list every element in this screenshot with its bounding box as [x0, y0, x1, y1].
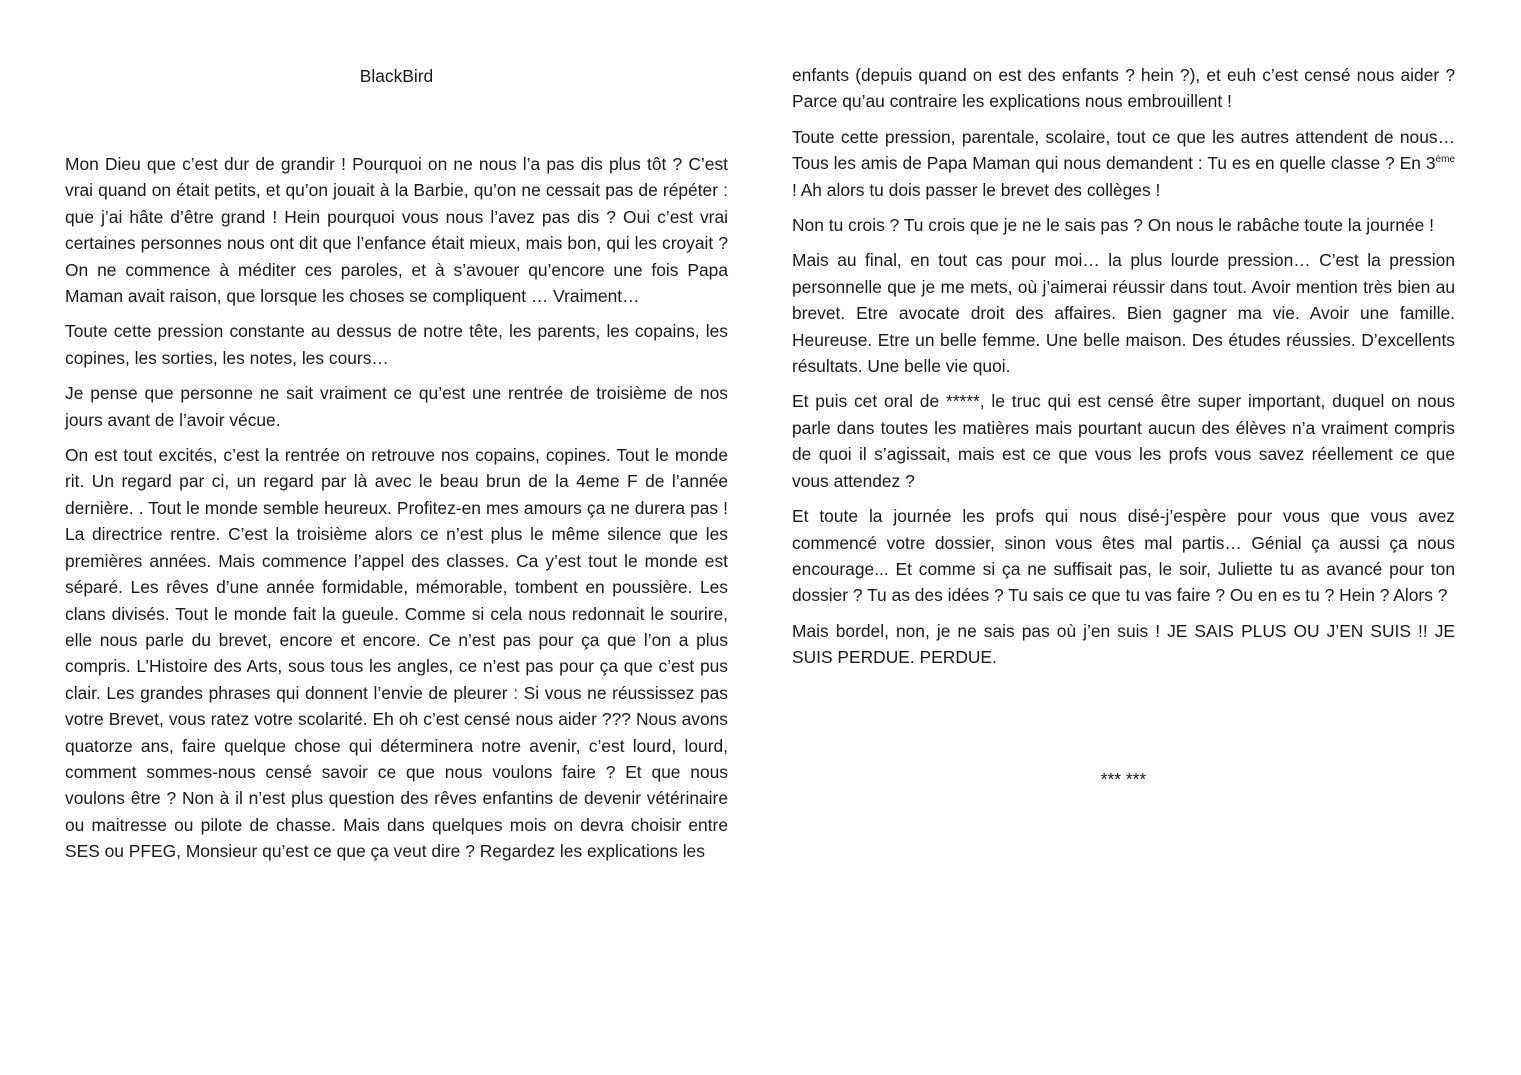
paragraph: Je pense que personne ne sait vraiment ce qu’est une rentrée de troisième de nos jours avant de l’avoir vécue. [65, 383, 728, 430]
paragraph: Toute cette pression constante au dessus de notre tête, les parents, les copains, les copines, les sorties, les notes, les cours… [65, 321, 728, 368]
paragraph: Et puis cet oral de *****, le truc qui est censé être super important, duquel on nous parle dans toutes les matières mais pourtant aucun des élèves n’a vraiment compris de quoi il s’agissait, mais est ce que vous les profs vous savez réellement ce que vous attendez ? [792, 391, 1455, 491]
paragraph: Mais au final, en tout cas pour moi… la plus lourde pression… C’est la pression personnelle que je me mets, où j’aimerai réussir dans tout. Avoir mention très bien au brevet. Etre avocate droit des affaires. Bien gagner ma vie. Avoir une famille. Heureuse. Etre un belle femme. Une belle maison. Des études réussies. D’excellents résultats. Une belle vie quoi. [792, 250, 1455, 377]
section-separator: *** *** [1100, 768, 1147, 789]
paragraph [792, 124, 1455, 203]
paragraph-text: Toute cette pression, parentale, scolaire, tout ce que les autres attendent de nous… Tous les amis de Papa Maman qui nous demandent : Tu es en quelle classe ? En 3 [792, 126, 1455, 174]
superscript: ème [1435, 154, 1455, 166]
paragraph: Mon Dieu que c’est dur de grandir ! Pourquoi on ne nous l’a pas dis plus tôt ? C’est vrai quand on était petits, et qu’on jouait à la Barbie, qu’on ne cessait pas de répéter : que j’ai hâte d’être grand ! Hein pourquoi vous nous l’avez pas dis ? Oui c’est vrai certaines personnes nous ont dit que l’enfance était mieux, mais bon, qui les croyait ? On ne commence à méditer ces paroles, et à s’avouer qu’encore une fois Papa Maman avait raison, que lorsque les choses se compliquent … Vraiment… [65, 154, 728, 307]
paragraph: enfants (depuis quand on est des enfants ? hein ?), et euh c’est censé nous aider ? Parce qu’au contraire les explications nous embrouillent ! [792, 65, 1455, 112]
left-column [65, 62, 728, 874]
paragraph-text: ! Ah alors tu dois passer le brevet des collèges ! [792, 179, 1161, 200]
paragraph: On est tout excités, c’est la rentrée on retrouve nos copains, copines. Tout le monde rit. Un regard par ci, un regard par là avec le beau brun de la 4eme F de l’année dernière. . Tout le monde semble heureux. Profitez-en mes amours ça ne durera pas ! La directrice rentre. C’est la troisième alors ce n’est plus le même silence que les premières années. Mais commence l’appel des classes. Ca y’est tout le monde est séparé. Les rêves d’une année formidable, mémorable, tombent en poussière. Les clans divisés. Tout le monde fait la gueule. Comme si cela nous redonnait le sourire, elle nous parle du brevet, encore et encore. Ce n’est pas pour ça que l’on a plus compris. L’Histoire des Arts, sous tous les angles, ce n’est pas pour ça que c’est pus clair. Les grandes phrases qui donnent l’envie de pleurer : Si vous ne réussissez pas votre Brevet, vous ratez votre scolarité. Eh oh c’est censé nous aider ??? Nous avons quatorze ans, faire quelque chose qui déterminera notre avenir, c’est lourd, lourd, comment sommes-nous censé savoir ce que nous voulons faire ? Et que nous voulons être ? Non à il n’est plus question des rêves enfantins de devenir vétérinaire ou maitresse ou pilote de chasse. Mais dans quelques mois on devra choisir entre SES ou PFEG, Monsieur qu’est ce que ça veut dire ? Regardez les explications les [65, 445, 728, 862]
right-column [792, 62, 1455, 792]
document-title: BlackBird [359, 66, 434, 86]
paragraph: Et toute la journée les profs qui nous disé-j’espère pour vous que vous avez commencé votre dossier, sinon vous êtes mal partis… Génial ça aussi ça nous encourage... Et comme si ça ne suffisait pas, le soir, Juliette tu as avancé pour ton dossier ? Tu as des idées ? Tu sais ce que tu vas faire ? Ou en es tu ? Hein ? Alors ? [792, 506, 1455, 606]
paragraph: Non tu crois ? Tu crois que je ne le sais pas ? On nous le rabâche toute la journée ! [792, 215, 1434, 236]
paragraph: Mais bordel, non, je ne sais pas où j’en suis ! JE SAIS PLUS OU J’EN SUIS !! JE SUIS PERDUE. PERDUE. [792, 620, 1455, 668]
